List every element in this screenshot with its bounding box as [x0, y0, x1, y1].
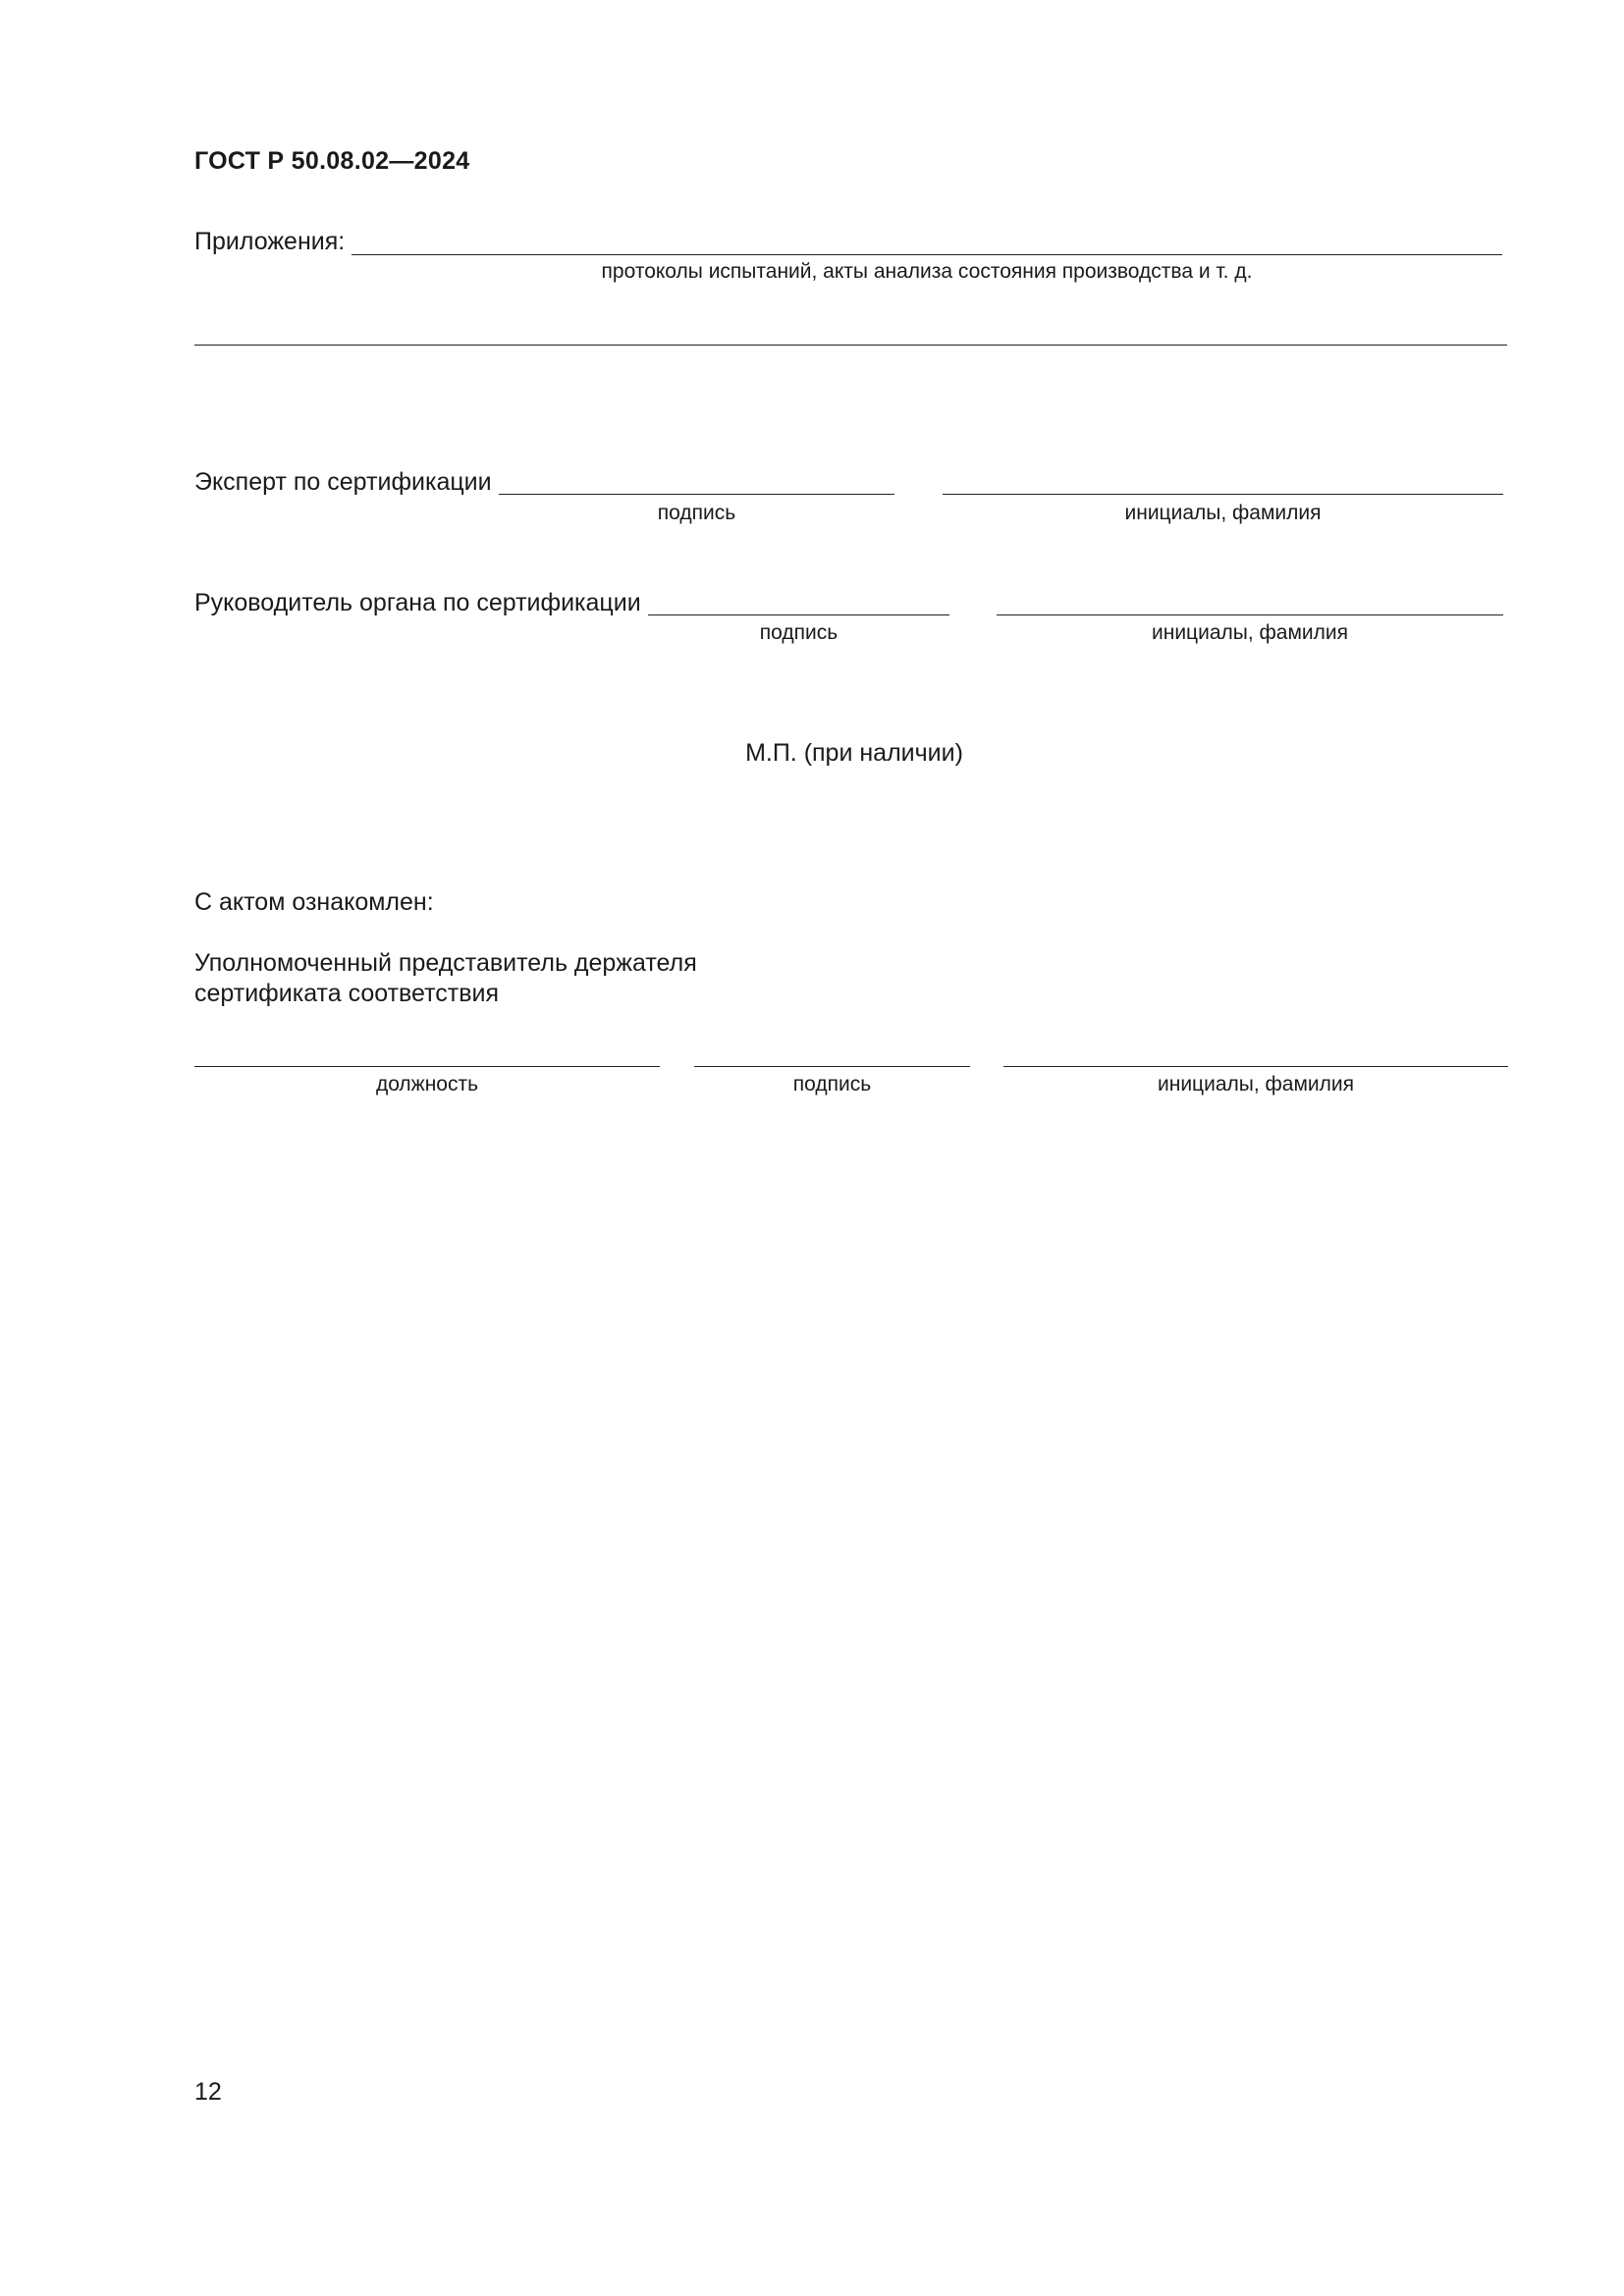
- head-label: Руководитель органа по сертификации: [194, 589, 641, 616]
- attachments-hint: протоколы испытаний, акты анализа состояния производства и т. д.: [601, 260, 1253, 283]
- representative-title-line1: Уполномоченный представитель держателя: [194, 949, 697, 977]
- representative-signature-caption: подпись: [792, 1073, 872, 1095]
- attachments-fill-line-2: [194, 345, 1507, 346]
- expert-signature-line: [499, 494, 894, 495]
- attachments-label: Приложения:: [194, 228, 346, 255]
- head-signature-caption: подпись: [759, 621, 839, 644]
- expert-signature-caption: подпись: [657, 502, 736, 524]
- attachments-fill-line: [352, 254, 1502, 255]
- representative-signature-line: [694, 1066, 970, 1067]
- expert-name-caption: инициалы, фамилия: [1124, 502, 1322, 524]
- expert-label: Эксперт по сертификации: [194, 468, 492, 496]
- representative-name-line: [1003, 1066, 1508, 1067]
- head-name-caption: инициалы, фамилия: [1152, 621, 1348, 644]
- head-name-line: [997, 614, 1503, 615]
- expert-name-line: [943, 494, 1503, 495]
- representative-name-caption: инициалы, фамилия: [1158, 1073, 1354, 1095]
- document-standard-code: ГОСТ Р 50.08.02—2024: [194, 147, 470, 175]
- representative-position-line: [194, 1066, 660, 1067]
- acknowledged-text: С актом ознакомлен:: [194, 888, 434, 916]
- head-signature-line: [648, 614, 949, 615]
- seal-text: М.П. (при наличии): [745, 739, 963, 767]
- representative-position-caption: должность: [375, 1073, 479, 1095]
- page-number: 12: [194, 2078, 222, 2106]
- representative-title-line2: сертификата соответствия: [194, 980, 500, 1007]
